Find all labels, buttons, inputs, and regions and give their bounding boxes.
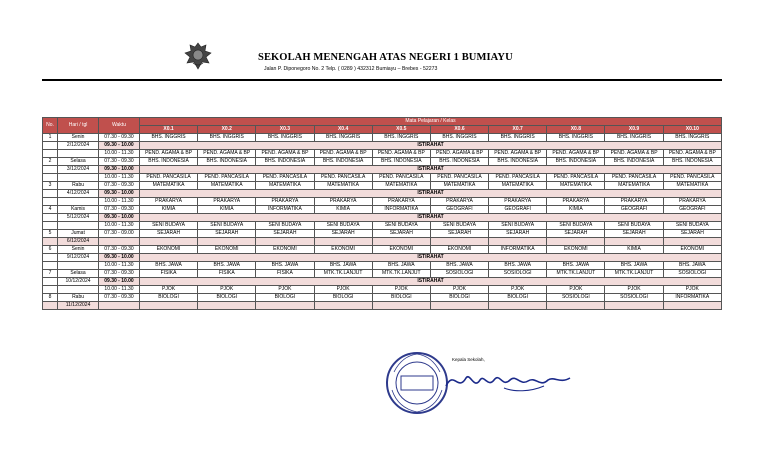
table-row xyxy=(43,286,722,294)
subject-cell: SEJARAH xyxy=(605,230,663,238)
row-number-cell: 7 xyxy=(43,270,58,278)
subject-cell: PEND. PANCASILA xyxy=(547,174,605,182)
subject-cell: BHS. INGGRIS xyxy=(139,134,197,142)
subject-cell: PJOK xyxy=(314,286,372,294)
row-number-cell xyxy=(43,222,58,230)
empty-cell xyxy=(139,302,197,310)
time-cell: 07.30 - 09.30 xyxy=(99,206,140,214)
subject-cell: BHS. INGGRIS xyxy=(256,134,314,142)
row-number-cell xyxy=(43,166,58,174)
subject-cell: BIOLOGI xyxy=(198,294,256,302)
subject-cell: KIMIA xyxy=(139,206,197,214)
day-date-cell xyxy=(58,286,99,294)
subject-cell: SEJARAH xyxy=(256,230,314,238)
subject-cell: MATEMATIKA xyxy=(139,182,197,190)
subject-cell: BHS. INDONESIA xyxy=(430,158,488,166)
row-number-cell: 8 xyxy=(43,294,58,302)
subject-cell: BHS. JAWA xyxy=(314,262,372,270)
empty-cell xyxy=(547,302,605,310)
subject-cell: BHS. INDONESIA xyxy=(489,158,547,166)
table-row xyxy=(43,302,722,310)
subject-cell: PEND. PANCASILA xyxy=(256,174,314,182)
subject-cell: BHS. INGGRIS xyxy=(605,134,663,142)
subject-cell: PEND. PANCASILA xyxy=(314,174,372,182)
subject-cell: PRAKARYA xyxy=(547,198,605,206)
empty-cell xyxy=(198,238,256,246)
subject-cell: BHS. INDONESIA xyxy=(139,158,197,166)
subject-cell: SENI BUDAYA xyxy=(489,222,547,230)
subject-cell: EKONOMI xyxy=(547,246,605,254)
row-number-cell: 2 xyxy=(43,158,58,166)
subject-cell: BIOLOGI xyxy=(489,294,547,302)
row-number-cell xyxy=(43,238,58,246)
subject-cell: MATEMATIKA xyxy=(198,182,256,190)
time-cell: 10.00 - 11.30 xyxy=(99,174,140,182)
subject-cell: BHS. INGGRIS xyxy=(430,134,488,142)
table-row xyxy=(43,150,722,158)
table-row xyxy=(43,174,722,182)
subject-cell: PJOK xyxy=(547,286,605,294)
subject-cell: PEND. AGAMA & BP xyxy=(605,150,663,158)
time-cell: 07.30 - 09.30 xyxy=(99,134,140,142)
subject-cell: BHS. INDONESIA xyxy=(198,158,256,166)
school-address: Jalan P. Diponegoro No. 2 Telp. ( 0289 ) 432312 Bumiayu – Brebes - 52273 xyxy=(264,66,438,72)
subject-cell: EKONOMI xyxy=(256,246,314,254)
subject-cell: PEND. PANCASILA xyxy=(605,174,663,182)
empty-cell xyxy=(430,238,488,246)
subject-cell: PEND. PANCASILA xyxy=(663,174,721,182)
subject-cell: PEND. PANCASILA xyxy=(139,174,197,182)
subject-cell: BHS. INGGRIS xyxy=(372,134,430,142)
letterhead xyxy=(0,0,768,80)
row-number-cell xyxy=(43,286,58,294)
subject-cell: BIOLOGI xyxy=(314,294,372,302)
time-cell xyxy=(99,238,140,246)
table-row xyxy=(43,214,722,222)
time-cell xyxy=(99,302,140,310)
table-row xyxy=(43,142,722,150)
table-row xyxy=(43,230,722,238)
empty-cell xyxy=(256,238,314,246)
day-date-cell: Senin xyxy=(58,134,99,142)
table-row xyxy=(43,182,722,190)
subject-cell: BHS. JAWA xyxy=(256,262,314,270)
day-date-cell xyxy=(58,150,99,158)
subject-cell: BHS. INGGRIS xyxy=(489,134,547,142)
table-row xyxy=(43,262,722,270)
table-row xyxy=(43,238,722,246)
time-cell: 09.30 - 10.00 xyxy=(99,278,140,286)
subject-cell: SOSIOLOGI xyxy=(489,270,547,278)
subject-cell: MATEMATIKA xyxy=(430,182,488,190)
subject-cell: EKONOMI xyxy=(663,246,721,254)
subject-cell: MATEMATIKA xyxy=(256,182,314,190)
day-date-cell: 3/12/2024 xyxy=(58,166,99,174)
table-row xyxy=(43,278,722,286)
empty-cell xyxy=(663,302,721,310)
empty-cell xyxy=(489,302,547,310)
row-number-cell: 6 xyxy=(43,246,58,254)
subject-cell: BHS. JAWA xyxy=(198,262,256,270)
break-cell: ISTIRAHAT xyxy=(139,166,721,174)
subject-cell: PEND. AGAMA & BP xyxy=(314,150,372,158)
header-class: X0.1 xyxy=(139,126,197,134)
subject-cell: BHS. INGGRIS xyxy=(198,134,256,142)
header-class: X0.7 xyxy=(489,126,547,134)
subject-cell: EKONOMI xyxy=(372,246,430,254)
table-row xyxy=(43,190,722,198)
subject-cell: PEND. AGAMA & BP xyxy=(198,150,256,158)
row-number-cell xyxy=(43,214,58,222)
subject-cell: FISIKA xyxy=(256,270,314,278)
subject-cell: EKONOMI xyxy=(139,246,197,254)
day-date-cell: Senin xyxy=(58,246,99,254)
subject-cell: SOSIOLOGI xyxy=(547,294,605,302)
subject-cell: SENI BUDAYA xyxy=(314,222,372,230)
table-row xyxy=(43,246,722,254)
subject-cell: BIOLOGI xyxy=(372,294,430,302)
subject-cell: FISIKA xyxy=(198,270,256,278)
row-number-cell xyxy=(43,302,58,310)
day-date-cell xyxy=(58,262,99,270)
empty-cell xyxy=(372,302,430,310)
subject-cell: MATEMATIKA xyxy=(489,182,547,190)
subject-cell: SENI BUDAYA xyxy=(605,222,663,230)
subject-cell: BHS. INDONESIA xyxy=(372,158,430,166)
subject-cell: BHS. INDONESIA xyxy=(314,158,372,166)
break-cell: ISTIRAHAT xyxy=(139,254,721,262)
subject-cell: PJOK xyxy=(139,286,197,294)
empty-cell xyxy=(372,238,430,246)
row-number-cell xyxy=(43,278,58,286)
subject-cell: PJOK xyxy=(430,286,488,294)
day-date-cell: Selasa xyxy=(58,270,99,278)
header-class: X0.9 xyxy=(605,126,663,134)
header-time: Waktu xyxy=(99,118,140,134)
break-cell: ISTIRAHAT xyxy=(139,142,721,150)
empty-cell xyxy=(605,238,663,246)
empty-cell xyxy=(314,238,372,246)
subject-cell: GEOGRAFI xyxy=(489,206,547,214)
subject-cell: SOSIOLOGI xyxy=(605,294,663,302)
row-number-cell xyxy=(43,174,58,182)
time-cell: 10.00 - 11.30 xyxy=(99,222,140,230)
time-cell: 07.30 - 09.30 xyxy=(99,158,140,166)
subject-cell: EKONOMI xyxy=(314,246,372,254)
subject-cell: PJOK xyxy=(605,286,663,294)
day-date-cell: 9/12/2024 xyxy=(58,254,99,262)
subject-cell: SEJARAH xyxy=(198,230,256,238)
header-class: X0.6 xyxy=(430,126,488,134)
row-number-cell xyxy=(43,254,58,262)
subject-cell: BIOLOGI xyxy=(430,294,488,302)
day-date-cell: 11/12/2024 xyxy=(58,302,99,310)
time-cell: 10.00 - 11.30 xyxy=(99,262,140,270)
table-row xyxy=(43,294,722,302)
subject-cell: SENI BUDAYA xyxy=(198,222,256,230)
day-date-cell: 10/12/2024 xyxy=(58,278,99,286)
subject-cell: PEND. PANCASILA xyxy=(489,174,547,182)
subject-cell: PEND. PANCASILA xyxy=(198,174,256,182)
subject-cell: BHS. JAWA xyxy=(605,262,663,270)
subject-cell: SEJARAH xyxy=(139,230,197,238)
subject-cell: INFORMATIKA xyxy=(489,246,547,254)
time-cell: 09.30 - 10.00 xyxy=(99,254,140,262)
subject-cell: SENI BUDAYA xyxy=(430,222,488,230)
subject-cell: MTK.TK.LANJUT xyxy=(547,270,605,278)
subject-cell: SENI BUDAYA xyxy=(547,222,605,230)
day-date-cell xyxy=(58,222,99,230)
day-date-cell: Rabu xyxy=(58,182,99,190)
header-day: Hari / tgl xyxy=(58,118,99,134)
subject-cell: BHS. INGGRIS xyxy=(663,134,721,142)
subject-cell: BHS. INGGRIS xyxy=(547,134,605,142)
school-crest-icon xyxy=(183,41,213,71)
time-cell: 10.00 - 11.30 xyxy=(99,198,140,206)
subject-cell: BHS. JAWA xyxy=(489,262,547,270)
principal-signature xyxy=(444,366,574,396)
subject-cell: PJOK xyxy=(198,286,256,294)
subject-cell: KIMIA xyxy=(547,206,605,214)
time-cell: 07.30 - 09.00 xyxy=(99,230,140,238)
day-date-cell: Selasa xyxy=(58,158,99,166)
subject-cell: GEOGRAFI xyxy=(430,206,488,214)
subject-cell: MTK.TK.LANJUT xyxy=(314,270,372,278)
time-cell: 09.30 - 10.00 xyxy=(99,214,140,222)
subject-cell: PRAKARYA xyxy=(256,198,314,206)
subject-cell: PRAKARYA xyxy=(489,198,547,206)
subject-cell: SEJARAH xyxy=(314,230,372,238)
subject-cell: BIOLOGI xyxy=(256,294,314,302)
subject-cell: PJOK xyxy=(256,286,314,294)
subject-cell: SENI BUDAYA xyxy=(663,222,721,230)
school-name: SEKOLAH MENENGAH ATAS NEGERI 1 BUMIAYU xyxy=(258,52,513,63)
row-number-cell: 5 xyxy=(43,230,58,238)
table-row xyxy=(43,206,722,214)
day-date-cell: Rabu xyxy=(58,294,99,302)
subject-cell: MATEMATIKA xyxy=(372,182,430,190)
empty-cell xyxy=(547,238,605,246)
subject-cell: BHS. JAWA xyxy=(372,262,430,270)
subject-cell: SENI BUDAYA xyxy=(256,222,314,230)
header-class: X0.3 xyxy=(256,126,314,134)
subject-cell: MATEMATIKA xyxy=(605,182,663,190)
empty-cell xyxy=(314,302,372,310)
day-date-cell: 2/12/2024 xyxy=(58,142,99,150)
header-class: X0.4 xyxy=(314,126,372,134)
subject-cell: PRAKARYA xyxy=(430,198,488,206)
time-cell: 09.30 - 10.00 xyxy=(99,190,140,198)
time-cell: 07.30 - 09.30 xyxy=(99,270,140,278)
subject-cell: MTK.TK.LANJUT xyxy=(605,270,663,278)
break-cell: ISTIRAHAT xyxy=(139,190,721,198)
subject-cell: PJOK xyxy=(372,286,430,294)
table-row xyxy=(43,198,722,206)
subject-cell: KIMIA xyxy=(198,206,256,214)
subject-cell: MATEMATIKA xyxy=(314,182,372,190)
table-row xyxy=(43,134,722,142)
empty-cell xyxy=(256,302,314,310)
subject-cell: PEND. PANCASILA xyxy=(430,174,488,182)
subject-cell: PJOK xyxy=(489,286,547,294)
day-date-cell: Jumat xyxy=(58,230,99,238)
table-row xyxy=(43,270,722,278)
break-cell: ISTIRAHAT xyxy=(139,214,721,222)
subject-cell: PRAKARYA xyxy=(663,198,721,206)
day-date-cell: 6/12/2024 xyxy=(58,238,99,246)
subject-cell: SEJARAH xyxy=(547,230,605,238)
letterhead-divider xyxy=(42,79,722,81)
subject-cell: MATEMATIKA xyxy=(547,182,605,190)
subject-cell: GEOGRAFI xyxy=(605,206,663,214)
subject-cell: PEND. AGAMA & BP xyxy=(372,150,430,158)
subject-cell: EKONOMI xyxy=(430,246,488,254)
school-stamp xyxy=(384,350,450,416)
subject-cell: PEND. AGAMA & BP xyxy=(256,150,314,158)
subject-cell: PEND. AGAMA & BP xyxy=(139,150,197,158)
subject-cell: PEND. AGAMA & BP xyxy=(547,150,605,158)
empty-cell xyxy=(139,238,197,246)
subject-cell: KIMIA xyxy=(605,246,663,254)
day-date-cell xyxy=(58,198,99,206)
empty-cell xyxy=(198,302,256,310)
subject-cell: SEJARAH xyxy=(663,230,721,238)
subject-cell: BHS. INGGRIS xyxy=(314,134,372,142)
time-cell: 10.00 - 11.30 xyxy=(99,286,140,294)
time-cell: 09.30 - 10.00 xyxy=(99,142,140,150)
empty-cell xyxy=(489,238,547,246)
subject-cell: PRAKARYA xyxy=(372,198,430,206)
subject-cell: SEJARAH xyxy=(372,230,430,238)
row-number-cell: 3 xyxy=(43,182,58,190)
empty-cell xyxy=(663,238,721,246)
day-date-cell: Kamis xyxy=(58,206,99,214)
subject-cell: PEND. AGAMA & BP xyxy=(430,150,488,158)
subject-cell: PEND. AGAMA & BP xyxy=(663,150,721,158)
row-number-cell xyxy=(43,142,58,150)
row-number-cell xyxy=(43,262,58,270)
subject-cell: BHS. JAWA xyxy=(430,262,488,270)
table-row xyxy=(43,222,722,230)
subject-cell: SEJARAH xyxy=(489,230,547,238)
subject-cell: SENI BUDAYA xyxy=(139,222,197,230)
header-row-classes xyxy=(43,126,722,134)
time-cell: 09.30 - 10.00 xyxy=(99,166,140,174)
break-cell: ISTIRAHAT xyxy=(139,278,721,286)
subject-cell: BHS. INDONESIA xyxy=(547,158,605,166)
row-number-cell xyxy=(43,150,58,158)
exam-schedule-table xyxy=(42,117,722,310)
subject-cell: PRAKARYA xyxy=(314,198,372,206)
table-row xyxy=(43,254,722,262)
day-date-cell xyxy=(58,174,99,182)
header-subjects: Mata Pelajaran / Kelas xyxy=(139,118,721,126)
header-row-top xyxy=(43,118,722,126)
subject-cell: BHS. JAWA xyxy=(663,262,721,270)
principal-title: Kepala Sekolah, xyxy=(452,357,485,362)
table-row xyxy=(43,158,722,166)
subject-cell: INFORMATIKA xyxy=(372,206,430,214)
row-number-cell: 1 xyxy=(43,134,58,142)
subject-cell: EKONOMI xyxy=(198,246,256,254)
time-cell: 10.00 - 11.30 xyxy=(99,150,140,158)
subject-cell: BIOLOGI xyxy=(139,294,197,302)
subject-cell: PEND. PANCASILA xyxy=(372,174,430,182)
subject-cell: BHS. INDONESIA xyxy=(663,158,721,166)
header-class: X0.8 xyxy=(547,126,605,134)
subject-cell: MATEMATIKA xyxy=(663,182,721,190)
subject-cell: PRAKARYA xyxy=(139,198,197,206)
row-number-cell xyxy=(43,198,58,206)
empty-cell xyxy=(605,302,663,310)
subject-cell: KIMIA xyxy=(314,206,372,214)
header-class: X0.10 xyxy=(663,126,721,134)
time-cell: 07.30 - 09.30 xyxy=(99,182,140,190)
subject-cell: PEND. AGAMA & BP xyxy=(489,150,547,158)
subject-cell: BHS. JAWA xyxy=(139,262,197,270)
header-no: No. xyxy=(43,118,58,134)
subject-cell: SENI BUDAYA xyxy=(372,222,430,230)
row-number-cell: 4 xyxy=(43,206,58,214)
header-class: X0.5 xyxy=(372,126,430,134)
subject-cell: SOSIOLOGI xyxy=(663,270,721,278)
subject-cell: GEOGRAFI xyxy=(663,206,721,214)
subject-cell: INFORMATIKA xyxy=(663,294,721,302)
time-cell: 07.30 - 09.30 xyxy=(99,294,140,302)
row-number-cell xyxy=(43,190,58,198)
subject-cell: BHS. INDONESIA xyxy=(605,158,663,166)
subject-cell: SEJARAH xyxy=(430,230,488,238)
header-class: X0.2 xyxy=(198,126,256,134)
subject-cell: MTK.TK.LANJUT xyxy=(372,270,430,278)
subject-cell: BHS. INDONESIA xyxy=(256,158,314,166)
subject-cell: PJOK xyxy=(663,286,721,294)
subject-cell: PRAKARYA xyxy=(198,198,256,206)
subject-cell: INFORMATIKA xyxy=(256,206,314,214)
subject-cell: BHS. JAWA xyxy=(547,262,605,270)
day-date-cell: 4/12/2024 xyxy=(58,190,99,198)
subject-cell: PRAKARYA xyxy=(605,198,663,206)
day-date-cell: 5/12/2024 xyxy=(58,214,99,222)
table-row xyxy=(43,166,722,174)
time-cell: 07.30 - 09.30 xyxy=(99,246,140,254)
subject-cell: SOSIOLOGI xyxy=(430,270,488,278)
subject-cell: FISIKA xyxy=(139,270,197,278)
empty-cell xyxy=(430,302,488,310)
schedule-body xyxy=(43,134,722,310)
